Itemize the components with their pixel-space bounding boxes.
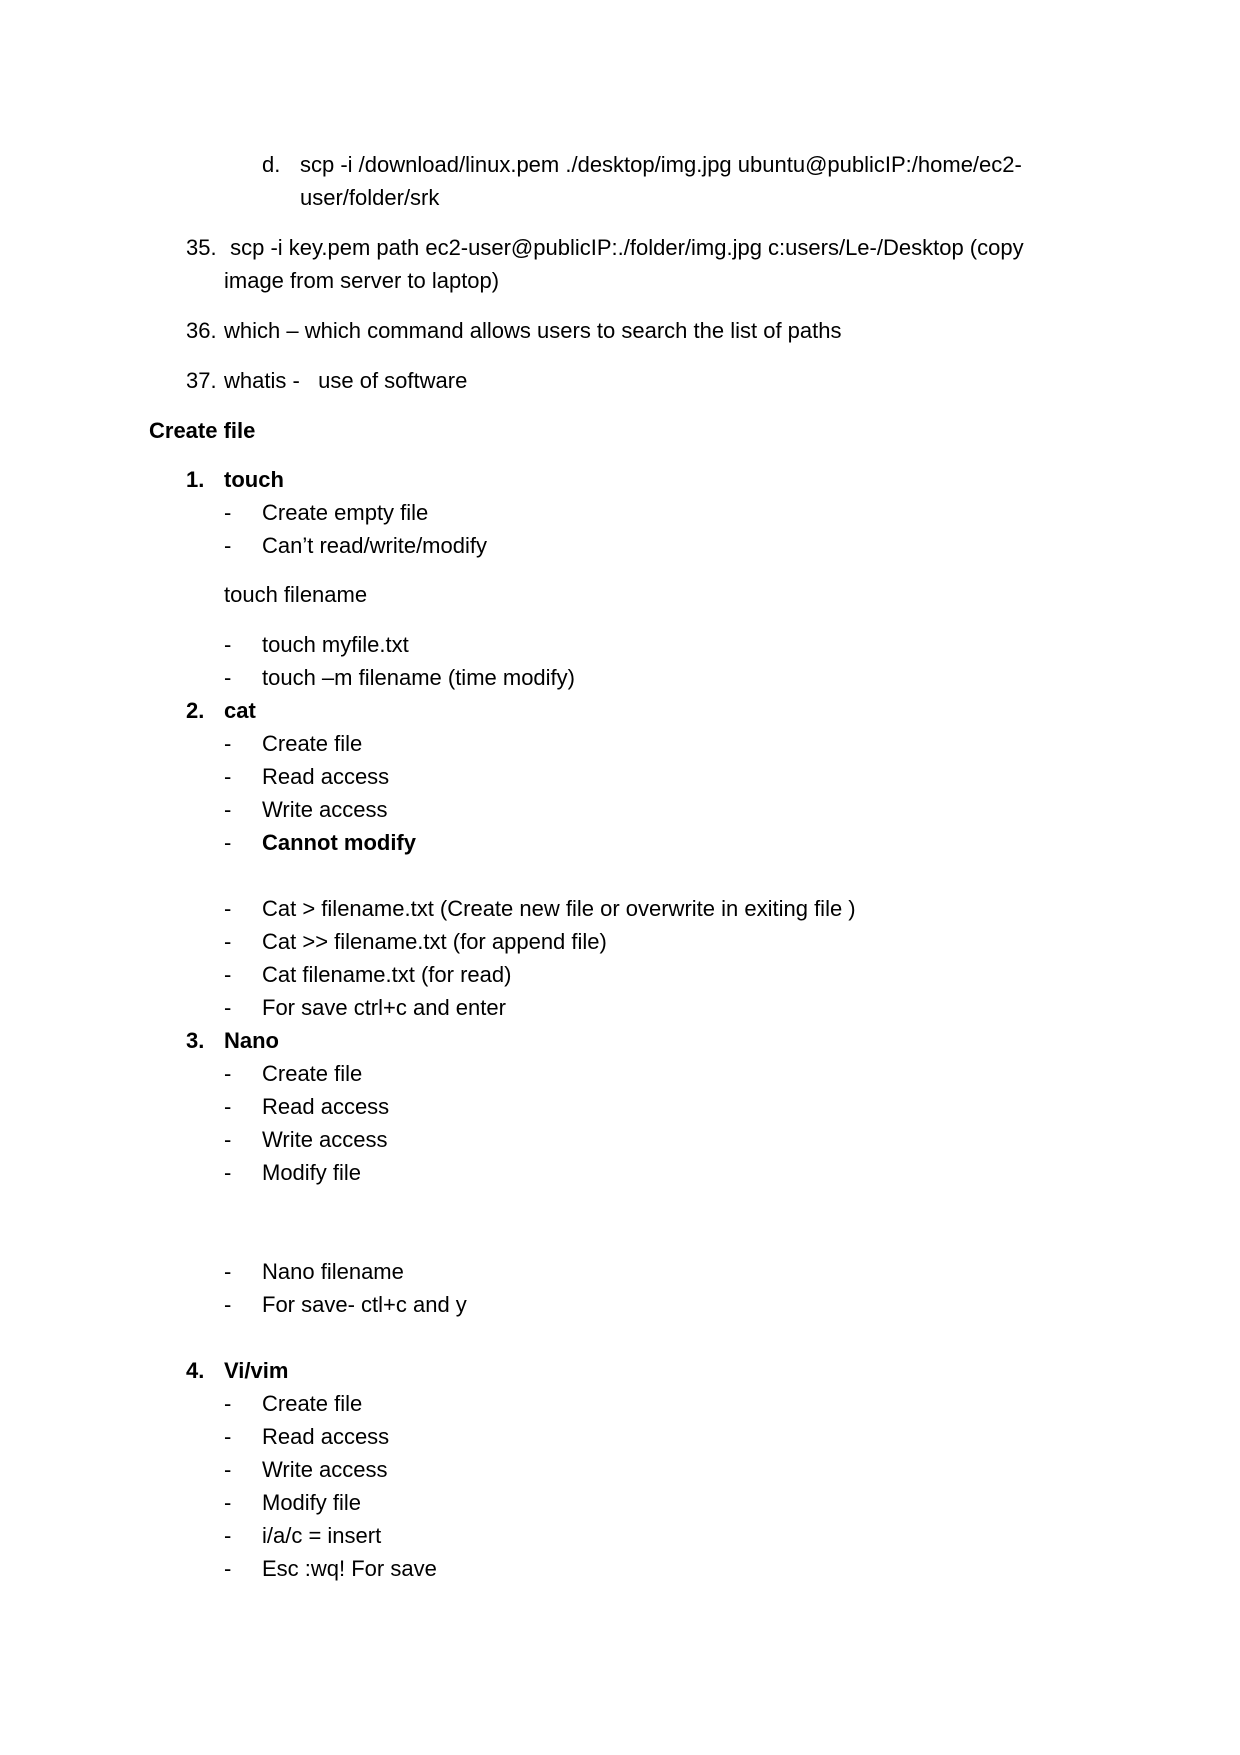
- bullet-dash: -: [224, 1259, 232, 1284]
- bullet-dash: -: [224, 896, 232, 921]
- command-marker: 3.: [186, 1028, 205, 1053]
- section-heading: Create file: [149, 418, 256, 443]
- command-name: touch: [224, 467, 284, 492]
- bullet-dash: -: [224, 1490, 232, 1515]
- list-marker: 37.: [186, 368, 217, 393]
- list-marker: 36.: [186, 318, 217, 343]
- command-marker: 4.: [186, 1358, 205, 1383]
- bullet-text: Create file: [262, 1061, 363, 1086]
- list-marker: 35.: [186, 235, 217, 260]
- bullet-text: i/a/c = insert: [262, 1523, 382, 1548]
- bullet-dash: -: [224, 929, 232, 954]
- bullet-text: Create file: [262, 731, 363, 756]
- bullet-dash: -: [224, 500, 232, 525]
- list-item-text: whatis - use of software: [224, 368, 468, 393]
- bullet-dash: -: [224, 1424, 232, 1449]
- bullet-text: Read access: [262, 1094, 390, 1119]
- bullet-text: touch myfile.txt: [262, 632, 409, 657]
- bullet-text: Cat > filename.txt (Create new file or overwrite in exiting file ): [262, 896, 856, 921]
- bullet-dash: -: [224, 1094, 232, 1119]
- bullet-dash: -: [224, 1061, 232, 1086]
- bullet-dash: -: [224, 830, 232, 855]
- bullet-dash: -: [224, 1556, 232, 1581]
- bullet-text: Create empty file: [262, 500, 429, 525]
- command-name: Vi/vim: [224, 1358, 289, 1383]
- bullet-dash: -: [224, 731, 232, 756]
- bullet-dash: -: [224, 632, 232, 657]
- command-marker: 1.: [186, 467, 205, 492]
- bullet-dash: -: [224, 1292, 232, 1317]
- bullet-text: Read access: [262, 764, 390, 789]
- list-item-text: image from server to laptop): [224, 268, 500, 293]
- bullet-dash: -: [224, 1160, 232, 1185]
- bullet-text: Cat >> filename.txt (for append file): [262, 929, 607, 954]
- bullet-text: For save- ctl+c and y: [262, 1292, 467, 1317]
- bullet-dash: -: [224, 1457, 232, 1482]
- list-item-text: scp -i key.pem path ec2-user@publicIP:./folder/img.jpg c:users/Le-/Desktop (copy: [224, 235, 1024, 260]
- bullet-text: Cat filename.txt (for read): [262, 962, 512, 987]
- list-item-text: user/folder/srk: [300, 185, 440, 210]
- command-marker: 2.: [186, 698, 205, 723]
- bullet-text: Create file: [262, 1391, 363, 1416]
- command-name: Nano: [224, 1028, 279, 1053]
- command-name: cat: [224, 698, 256, 723]
- bullet-text: Modify file: [262, 1160, 362, 1185]
- bullet-text: touch –m filename (time modify): [262, 665, 575, 690]
- list-marker: d.: [262, 152, 281, 177]
- bullet-dash: -: [224, 962, 232, 987]
- bullet-text: Esc :wq! For save: [262, 1556, 437, 1581]
- list-item-text: scp -i /download/linux.pem ./desktop/img.jpg ubuntu@publicIP:/home/ec2-: [300, 152, 1022, 177]
- bullet-dash: -: [224, 533, 232, 558]
- bullet-dash: -: [224, 764, 232, 789]
- bullet-text: Nano filename: [262, 1259, 404, 1284]
- note-text: touch filename: [224, 582, 368, 607]
- bullet-dash: -: [224, 995, 232, 1020]
- list-item-text: which – which command allows users to search the list of paths: [224, 318, 842, 343]
- bullet-text: Write access: [262, 1127, 388, 1152]
- bullet-text: Write access: [262, 797, 388, 822]
- bullet-text: For save ctrl+c and enter: [262, 995, 506, 1020]
- bullet-dash: -: [224, 665, 232, 690]
- bullet-text-bold: Cannot modify: [262, 830, 416, 855]
- bullet-dash: -: [224, 1127, 232, 1152]
- bullet-dash: -: [224, 1523, 232, 1548]
- bullet-text: Write access: [262, 1457, 388, 1482]
- bullet-text: Modify file: [262, 1490, 362, 1515]
- bullet-text: Read access: [262, 1424, 390, 1449]
- bullet-dash: -: [224, 1391, 232, 1416]
- bullet-dash: -: [224, 797, 232, 822]
- bullet-text: Can’t read/write/modify: [262, 533, 487, 558]
